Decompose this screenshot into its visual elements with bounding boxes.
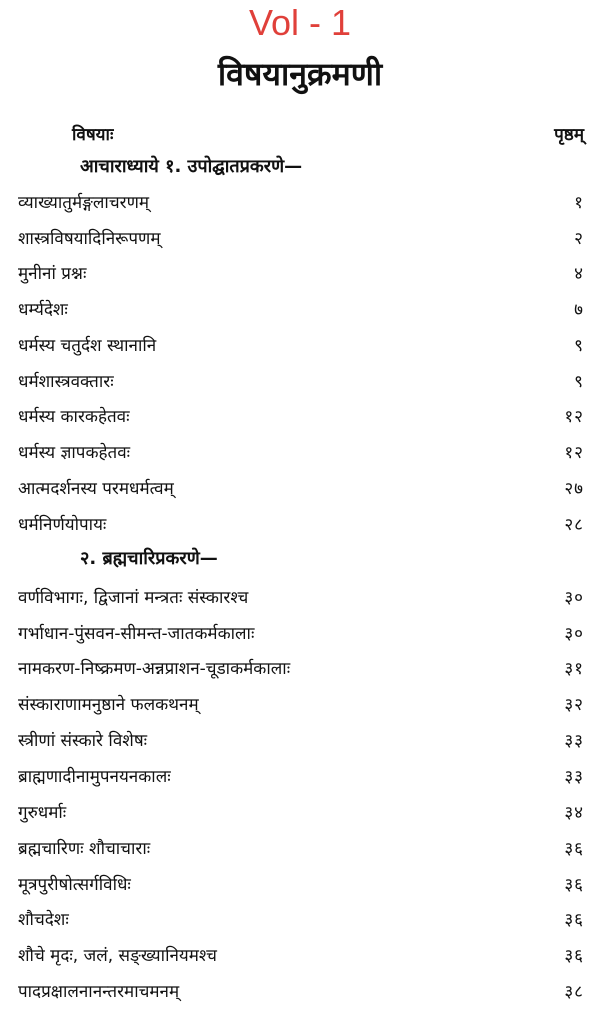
toc-entry <box>18 796 584 826</box>
toc-entry <box>18 472 584 502</box>
entry-topic: धर्मस्य ज्ञापकहेतवः <box>18 442 131 463</box>
toc-entry <box>18 581 584 611</box>
entry-topic: शौचदेशः <box>18 909 69 930</box>
entry-page: ३४ <box>564 802 584 823</box>
toc-entry <box>18 257 584 287</box>
entry-topic: ब्रह्मचारिणः शौचाचाराः <box>18 838 151 859</box>
entry-page: २ <box>574 228 584 249</box>
toc-entry <box>18 975 584 1005</box>
entry-page: ३६ <box>564 945 584 966</box>
toc-entry <box>18 293 584 323</box>
entry-topic: धर्मस्य कारकहेतवः <box>18 406 130 427</box>
entry-topic: शास्त्रविषयादिनिरूपणम् <box>18 228 161 249</box>
toc-entry <box>18 939 584 969</box>
entry-topic: नामकरण-निष्क्रमण-अन्नप्राशन-चूडाकर्मकालाः <box>18 658 291 679</box>
entry-page: ३८ <box>564 981 584 1002</box>
entry-page: २८ <box>564 514 584 535</box>
toc-entry <box>18 222 584 252</box>
entry-topic: गर्भाधान-पुंसवन-सीमन्त-जातकर्मकालाः <box>18 623 255 644</box>
entry-topic: धर्मशास्त्रवक्तारः <box>18 371 114 392</box>
toc-entry <box>18 400 584 430</box>
toc-entry <box>18 688 584 718</box>
section-heading: आचाराध्याये १. उपोद्घातप्रकरणे— <box>80 156 303 177</box>
entry-topic: धर्मनिर्णयोपायः <box>18 514 107 535</box>
toc-entry <box>18 652 584 682</box>
entry-page: ३२ <box>564 694 584 715</box>
entry-topic: वर्णविभागः, द्विजानां मन्त्रतः संस्कारश्च <box>18 587 249 608</box>
page-title: विषयानुक्रमणी <box>217 55 383 93</box>
toc-entry <box>18 508 584 538</box>
toc-entry <box>18 760 584 790</box>
entry-page: ३० <box>564 623 584 644</box>
entry-page: ३६ <box>564 838 584 859</box>
entry-page: ३३ <box>564 766 584 787</box>
entry-page: ९ <box>574 335 584 356</box>
entry-topic: शौचे मृदः, जलं, सङ्ख्यानियमश्च <box>18 945 217 966</box>
entry-page: ३३ <box>564 730 584 751</box>
toc-entry <box>18 329 584 359</box>
toc-entry <box>18 186 584 216</box>
toc-entry <box>18 724 584 754</box>
entry-page: ९ <box>574 371 584 392</box>
page-column-header: पृष्ठम् <box>554 125 584 145</box>
entry-page: ३६ <box>564 874 584 895</box>
entry-topic: धर्म्यदेशः <box>18 299 68 320</box>
entry-topic: गुरुधर्माः <box>18 802 67 823</box>
toc-entry <box>18 365 584 395</box>
entry-page: २७ <box>564 478 584 499</box>
toc-entry <box>18 868 584 898</box>
entry-page: १२ <box>564 442 584 463</box>
entry-topic: मूत्रपुरीषोत्सर्गविधिः <box>18 874 131 895</box>
volume-label: Vol - 1 <box>248 2 352 43</box>
entry-topic: मुनीनां प्रश्नः <box>18 263 87 284</box>
entry-page: १२ <box>564 406 584 427</box>
section-heading: २. ब्रह्मचारिप्रकरणे— <box>80 548 218 569</box>
entry-page: ७ <box>574 299 584 320</box>
topic-column-header: विषयाः <box>72 125 114 145</box>
entry-topic: संस्काराणामनुष्ठाने फलकथनम् <box>18 694 199 715</box>
entry-topic: आत्मदर्शनस्य परमधर्मत्वम् <box>18 478 174 499</box>
entry-topic: स्त्रीणां संस्कारे विशेषः <box>18 730 148 751</box>
toc-entry <box>18 617 584 647</box>
entry-page: ३६ <box>564 909 584 930</box>
entry-topic: पादप्रक्षालनानन्तरमाचमनम् <box>18 981 180 1002</box>
entry-topic: धर्मस्य चतुर्दश स्थानानि <box>18 335 157 356</box>
toc-entry <box>18 832 584 862</box>
entry-page: १ <box>574 192 584 213</box>
entry-page: ३१ <box>564 658 584 679</box>
entry-page: ३० <box>564 587 584 608</box>
toc-entry <box>18 903 584 933</box>
entry-topic: व्याख्यातुर्मङ्गलाचरणम् <box>18 192 150 213</box>
entry-topic: ब्राह्मणादीनामुपनयनकालः <box>18 766 171 787</box>
entry-page: ४ <box>574 263 584 284</box>
toc-entry <box>18 436 584 466</box>
